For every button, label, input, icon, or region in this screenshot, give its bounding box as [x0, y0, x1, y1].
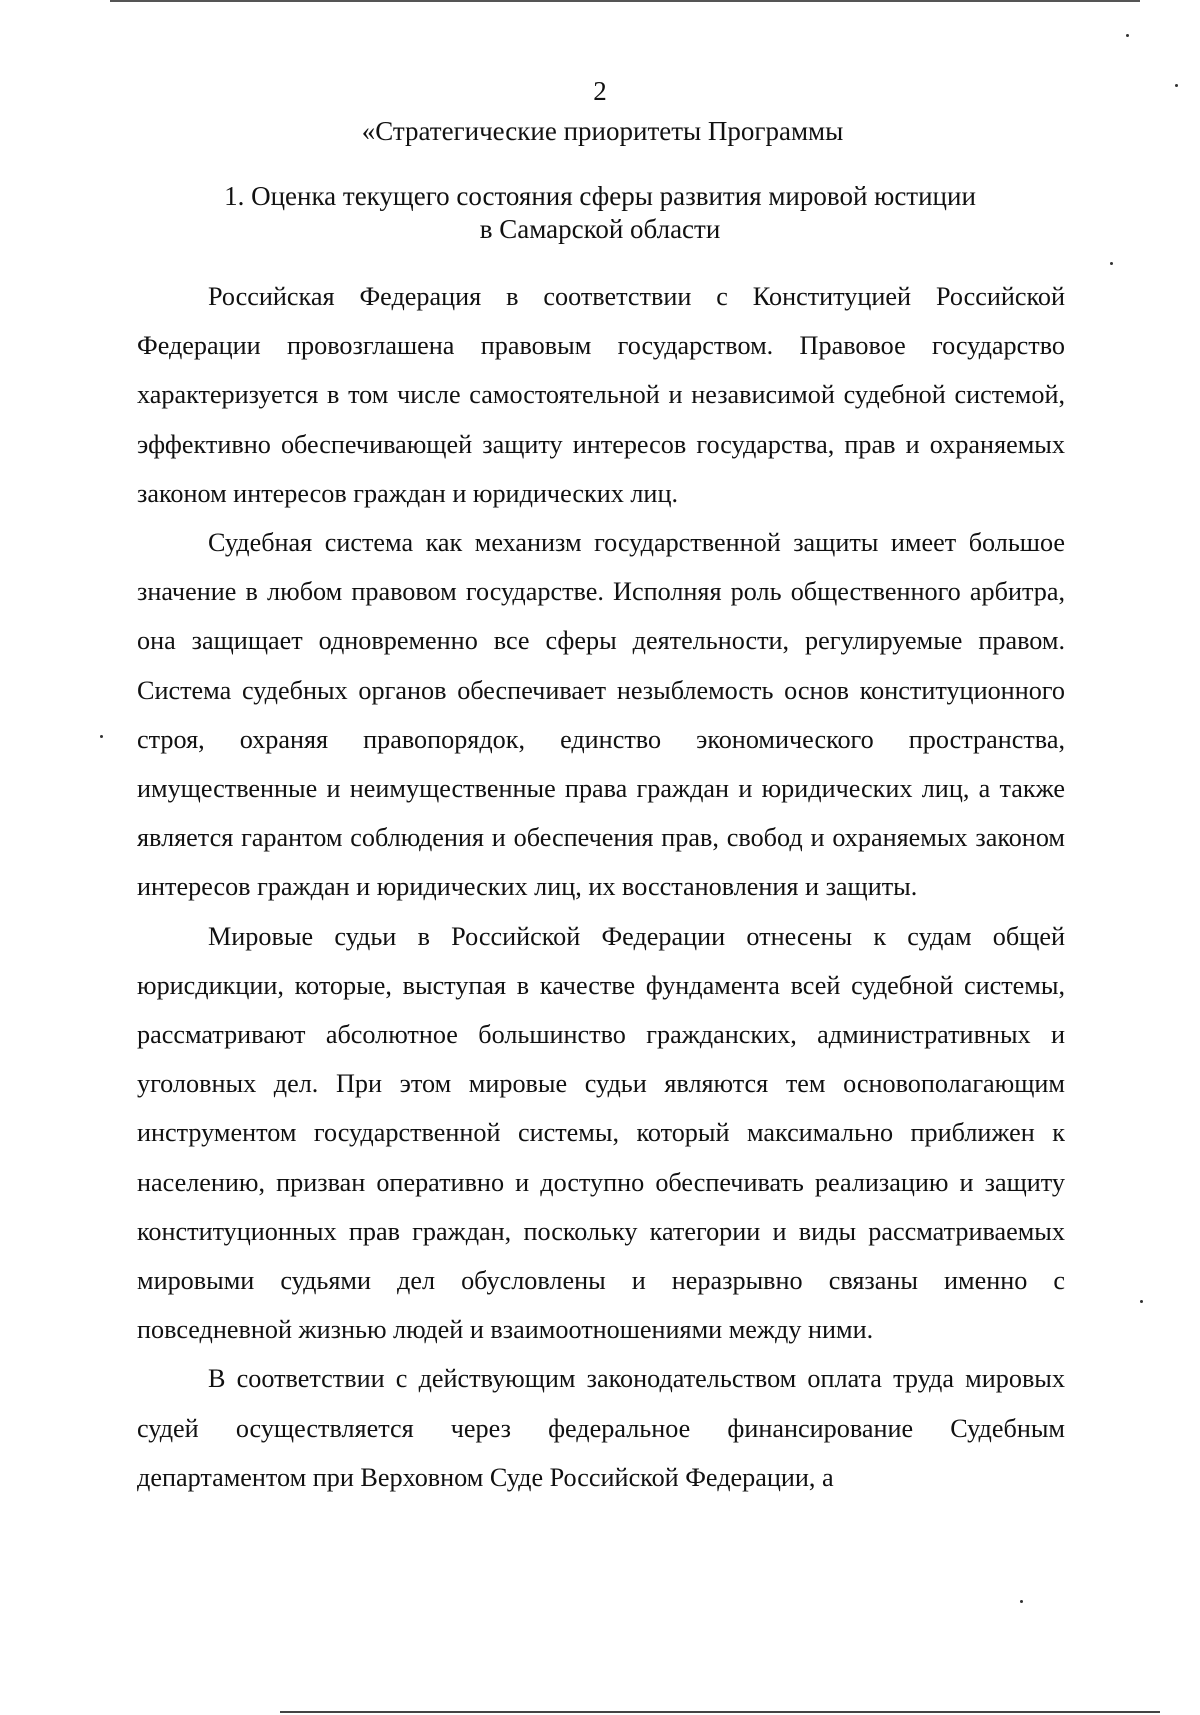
- body-text: [137, 272, 1065, 1502]
- paragraph-1: Российская Федерация в соответствии с Конституцией Российской Федерации провозглашена правовым государством. Правовое государство характеризуется в том числе самостоятельной и независимой судебной системой, эффективно обеспечивающей защиту интересов государства, прав и охраняемых законом интересов граждан и юридических лиц.: [137, 282, 1065, 508]
- scan-speck: [1140, 1300, 1143, 1303]
- scan-speck: [1020, 1600, 1023, 1603]
- program-title: «Стратегические приоритеты Программы: [361, 116, 844, 146]
- paragraph-4: В соответствии с действующим законодательством оплата труда мировых судей осуществляется через федеральное финансирование Судебным департаментом при Верховном Суде Российской Федерации, а: [137, 1364, 1065, 1492]
- paragraph-2: Судебная система как механизм государственной защиты имеет большое значение в любом правовом государстве. Исполняя роль общественного арбитра, она защищает одновременно все сферы деятельности, регулируемые правом. Система судебных органов обеспечивает незыблемость основ конституционного строя, охраняя правопорядок, единство экономического пространства, имущественные и неимущественные права граждан и юридических лиц, а также является гарантом соблюдения и обеспечения прав, свобод и охраняемых законом интересов граждан и юридических лиц, их восстановления и защиты.: [137, 528, 1065, 902]
- scan-speck: [1175, 84, 1178, 87]
- section-heading: [150, 180, 1050, 246]
- page-number: 2: [593, 76, 607, 106]
- bottom-scan-edge: [280, 1711, 1160, 1713]
- top-scan-edge: [110, 0, 1140, 2]
- scan-speck: [100, 735, 103, 738]
- scan-speck: [1110, 262, 1113, 265]
- section-heading-line-2: в Самарской области: [479, 214, 721, 244]
- section-heading-line-1: 1. Оценка текущего состояния сферы развития мировой юстиции: [224, 181, 976, 211]
- paragraph-3: Мировые судьи в Российской Федерации отнесены к судам общей юрисдикции, которые, выступая в качестве фундамента всей судебной системы, рассматривают абсолютное большинство гражданских, административных и уголовных дел. При этом мировые судьи являются тем основополагающим инструментом государственной системы, который максимально приближен к населению, призван оперативно и доступно обеспечивать реализацию и защиту конституционных прав граждан, поскольку категории и виды рассматриваемых мировыми судьями дел обусловлены и неразрывно связаны именно с повседневной жизнью людей и взаимоотношениями между ними.: [137, 921, 1065, 1345]
- scan-speck: [1126, 34, 1129, 37]
